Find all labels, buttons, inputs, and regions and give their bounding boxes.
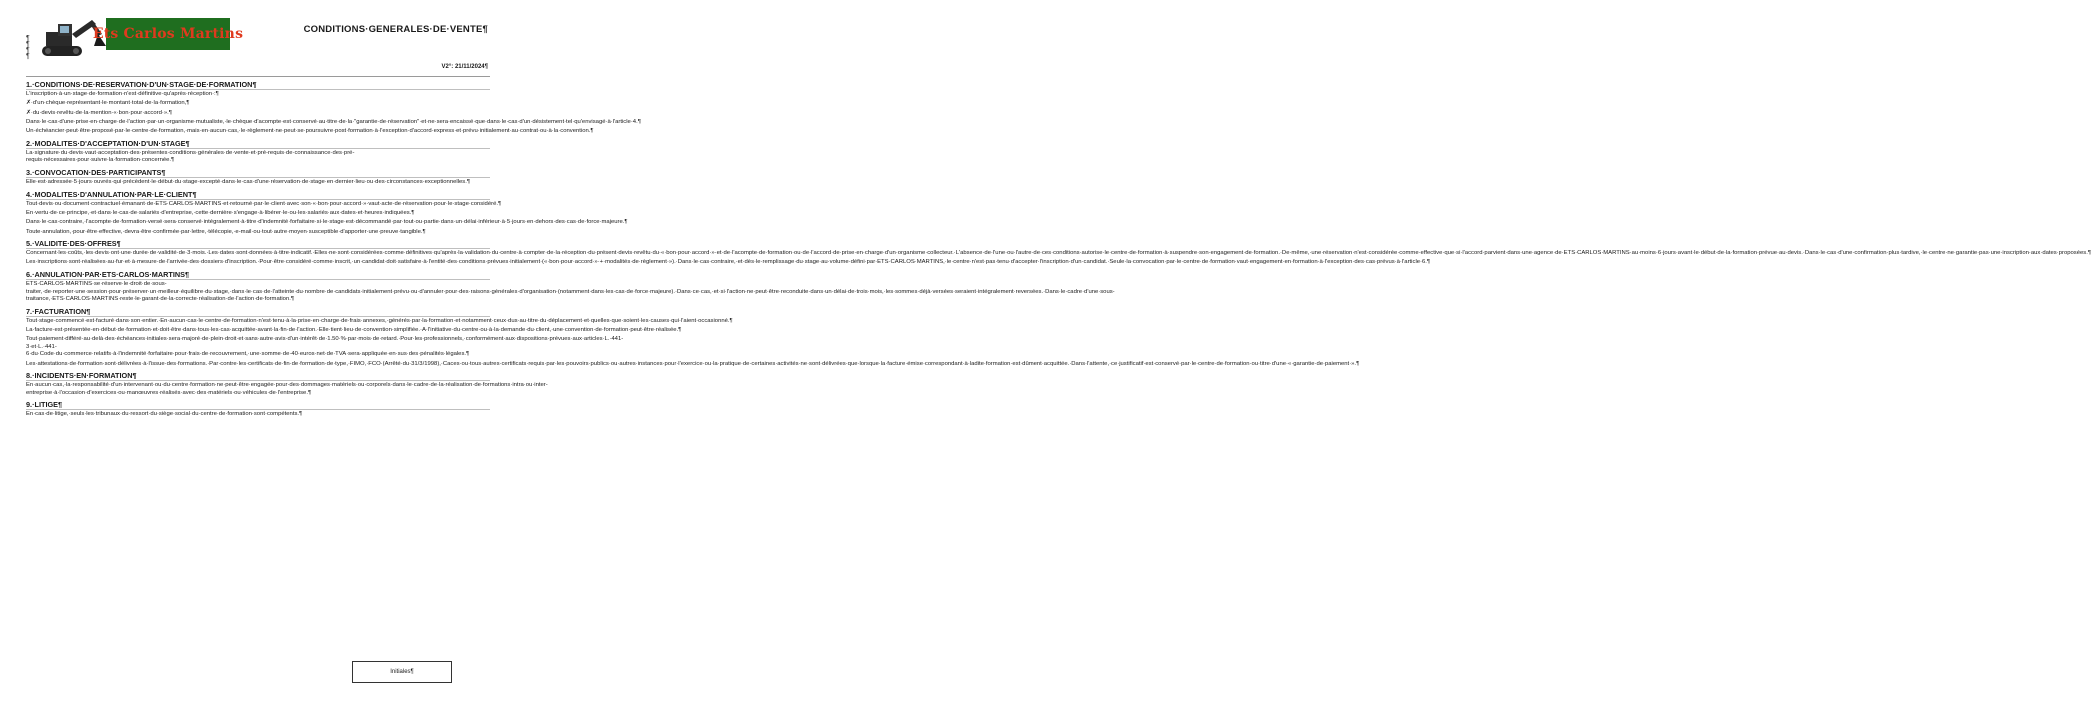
- section-paragraph: Concernant·les·coûts,·les·devis·ont·une·durée·de·validité·de·3·mois.·Les·dates·sont·données·à·titre·indicatif.·Elles·ne·sont·considérées·comme·définitives·qu'après·la·validation·du·centre·à·compter·de·la·réception·du·présent·devis·revêtu·du·«·bon·pour·accord·»·et·de·l'acompte·de·formation·ou·de·l'accord·de·prise·en·charge·d'un·organisme·collecteur.·L'absence·de·l'une·ou·l'autre·de·ces·conditions·autorise·le·centre·de·formation·à·suspendre·son·engagement·de·formation.·De·même,·une·réservation·n'est·considérée·comme·effective·que·si·l'accord·parvient·dans·une·agence·de·ETS·CARLOS·MARTINS·au·moins·6·jours·avant·le·début·de·la·formation·prévue·au·devis.·Dans·le·cas·d'une·confirmation·plus·tardive,·le·centre·ne·garantie·pas·une·inscription·aux·dates·proposées.¶: [26, 250, 2091, 257]
- section-heading: 2.·MODALITES·D'ACCEPTATION·D'UN·STAGE¶: [26, 138, 490, 149]
- section-8: [26, 370, 548, 397]
- section-paragraph: ETS·CARLOS·MARTINS·se·réserve·le·droit·de·sous-traiter,·de·reporter·une·session·pour·préserver·un·meilleur·équilibre·du·stage,·dans·le·cas·de·l'atteinte·du·nombre·de·candidats·initialement·prévu·ou·d'annuler·pour·des·raisons·générales·d'organisation·(notamment·dans·les·cas·de·force·majeure).·Dans·ce·cas,·et·si·l'action·ne·peut·être·reconduite·dans·un·délai·de·trois·mois,·les·sommes·déjà·versées·seraient·intégralement·reversées.·Dans·le·cadre·d'une·sous-traitance,·ETS·CARLOS·MARTINS·reste·le·garant·de·la·correcte·réalisation·de·l'action·de·formation.¶: [26, 281, 1115, 303]
- section-4: [26, 189, 628, 237]
- section-paragraph: L'inscription·à·un·stage·de·formation·n'est·définitive·qu'après·réception·:¶: [26, 91, 219, 97]
- section-7: [26, 306, 1360, 369]
- section-paragraph: En·aucun·cas,·la·responsabilité·d'un·intervenant·ou·du·centre·formation·ne·peut·être·engagée·pour·des·dommages·matériels·ou·corporels·dans·le·cadre·de·la·réalisation·de·formations·intra·ou·inter-entreprise·à·l'occasion·d'exercices·ou·manœuvres·réalisés·avec·des·matériels·ou·véhicules·de·l'entreprise.¶: [26, 382, 548, 396]
- document-header: [26, 12, 490, 74]
- section-heading: 3.·CONVOCATION·DES·PARTICIPANTS¶: [26, 167, 490, 178]
- section-paragraph: En·vertu·de·ce·principe,·et·dans·le·cas·de·salariés·d'entreprise,·cette·dernière·s'engage·à·libérer·le·ou·les·salariés·aux·dates·et·heures·indiquées.¶: [26, 209, 415, 216]
- section-heading: 6.·ANNULATION·PAR·ETS·CARLOS·MARTINS¶: [26, 269, 490, 280]
- section-paragraph: Tout·devis·ou·document·contractuel·émanant·de·ETS·CARLOS·MARTINS·et·retourné·par·le·client·avec·son·«·bon·pour·accord·»·vaut·acte·de·réservation·pour·le·stage·considéré.¶: [26, 200, 502, 207]
- section-paragraph: La·facture·est·présentée·en·début·de·formation·et·doit·être·dans·tous·les·cas·acquittée·avant·la·fin·de·l'action.·Elle·tient·lieu·de·convention·simplifiée.·A·l'initiative·du·centre·ou·à·la·demande·du·client,·une·convention·de·formation·peut·être·réalisée.¶: [26, 327, 682, 334]
- section-1: [26, 79, 641, 136]
- section-6: [26, 269, 1115, 304]
- section-paragraph: Elle·est·adressée·5·jours·ouvrés·qui·précèdent·le·début·du·stage·excepté·dans·le·cas·d'une·réservation·de·stage·en·dernier·lieu·ou·des·circonstances·exceptionnelles.¶: [26, 179, 471, 186]
- section-heading: 5.·VALIDITE·DES·OFFRES¶: [26, 238, 490, 249]
- section-5: [26, 238, 2091, 267]
- header-divider: [26, 76, 490, 77]
- section-heading: 7.·FACTURATION¶: [26, 306, 490, 317]
- initials-label: Initiales¶: [390, 669, 414, 675]
- company-logo: [28, 16, 244, 68]
- section-paragraph: Dans·le·cas·d'une·prise·en·charge·de·l'action·par·un·organisme·mutualiste,·le·chèque·d'acompte·est·conservé·au·titre·de·la·"garantie·de·réservation"·et·ne·sera·encaissé·que·dans·le·cas·d'un·désistement·tel·qu'envisagé·à·l'article·4.¶: [26, 119, 641, 126]
- section-paragraph: Les·attestations·de·formation·sont·délivrées·à·l'issue·des·formations.·Par·contre·les·certificats·de·fin·de·formation·de·type,·FIMO,·FCO·(Arrêté·du·31/3/1998),·Caces·ou·tous·autres·certificats·requis·par·les·pouvoirs·publics·ou·autres·instances·pour·l'exercice·ou·la·pratique·de·certaines·activités·ne·sont·délivrées·que·lorsque·la·facture·émise·correspondant·à·ladite·formation·est·dûment·acquittée.·Dans·l'attente,·ce·justificatif·est·conservé·par·le·centre·de·formation·ou·titre·d'une·«·garantie·de·paiement·».¶: [26, 360, 1360, 367]
- section-paragraph: La·signature·du·devis·vaut·acceptation·des·présentes·conditions·générales·de·vente·et·pré-requis·de·connaissance·des·pré-requis·nécessaires·pour·suivre·la·formation·concernée.¶: [26, 149, 355, 164]
- logo-banner: [92, 18, 244, 50]
- section-paragraph: Dans·le·cas·contraire,·l'acompte·de·formation·versé·sera·conservé·intégralement·à·titre·d'indemnité·forfaitaire·si·le·stage·est·décommandé·par·tout·ou·partie·dans·un·délai·inférieur·à·5·jours·en·dehors·des·cas·de·force·majeure.¶: [26, 219, 628, 226]
- initials-box[interactable]: [352, 661, 452, 683]
- section-paragraph: En·cas·de·litige,·seuls·les·tribunaux·du·ressort·du·siège·social·du·centre·de·formation·sont·compétents.¶: [26, 411, 303, 418]
- version-label: V2°: 21/11/2024¶: [441, 64, 488, 70]
- section-2: [26, 138, 490, 165]
- section-heading: 1.·CONDITIONS·DE·RESERVATION·D'UN·STAGE·DE·FORMATION¶: [26, 79, 490, 90]
- header-pilcrows: ¶ ¶ ¶ ¶: [26, 35, 30, 60]
- logo-text: Ets Carlos Martins: [92, 26, 244, 42]
- section-paragraph: Toute·annulation,·pour·être·effective,·devra·être·confirmée·par·lettre,·télécopie,·e-mail·ou·tout·autre·moyen·susceptible·d'apporter·une·preuve·tangible.¶: [26, 228, 426, 235]
- section-paragraph: Tout·stage·commencé·est·facturé·dans·son·entier.·En·aucun·cas·le·centre·de·formation·n'est·tenu·à·la·prise·en·charge·de·frais·annexes,·générés·par·la·formation·et·notamment·ceux·dus·au·titre·du·déplacement·et·quelles·que·soient·les·causes·qui·l'aient·occasionné.¶: [26, 317, 733, 324]
- section-paragraph: ✗·du·devis·revêtu·de·la·mention·«·bon·pour·accord·».¶: [26, 109, 172, 116]
- section-heading: 8.·INCIDENTS·EN·FORMATION¶: [26, 370, 490, 381]
- document-body: [26, 79, 2091, 419]
- section-paragraph: Un·échéancier·peut·être·proposé·par·le·centre·de·formation,·mais·en·aucun·cas,·le·règlement·ne·peut·se·poursuivre·post·formation·à·l'exception·d'accord·express·et·prévu·initialement·au·contrat·ou·à·la·convention.¶: [26, 128, 594, 135]
- document-title: CONDITIONS·GENERALES·DE·VENTE¶: [303, 24, 488, 35]
- section-paragraph: Les·inscriptions·sont·réalisées·au·fur·et·à·mesure·de·l'arrivée·des·dossiers·d'inscription.·Pour·être·considéré·comme·inscrit,·un·candidat·doit·satisfaire·à·l'entité·des·conditions·prévues·initialement·(«·bon·pour·accord·»·+·modalités·de·règlement·»).·Dans·le·cas·contraire,·et·dès·le·remplissage·du·stage·au·volume·défini·par·ETS·CARLOS·MARTINS,·le·centre·n'est·pas·tenu·d'accepter·l'inscription·d'un·candidat.·Seule·la·convocation·par·le·centre·de·formation·vaut·engagement·en·formation·à·l'exception·des·cas·prévus·à·l'article·6.¶: [26, 259, 1431, 266]
- section-3: [26, 167, 490, 187]
- section-heading: 4.·MODALITES·D'ANNULATION·PAR·LE·CLIENT¶: [26, 189, 490, 200]
- section-heading: 9.·LITIGE¶: [26, 399, 490, 410]
- section-9: [26, 399, 490, 419]
- section-paragraph: ✗·d'un·chèque·représentant·le·montant·total·de·la·formation,¶: [26, 100, 190, 107]
- section-paragraph: Tout·paiement·différé·au·delà·des·échéances·initiales·sera·majoré·de·plein·droit·et·sans·autre·avis·d'un·intérêt·de·1.50·%·par·mois·de·retard.·Pour·les·professionnels,·conformément·aux·dispositions·prévues·aux·articles·L.·441-3·et·L.·441-6·du·Code·du·commerce·relatifs·à·l'indemnité·forfaitaire·pour·frais·de·recouvrement,·une·somme·de·40·euros·net·de·TVA·sera·appliquée·en·sus·des·pénalités·légales.¶: [26, 336, 624, 358]
